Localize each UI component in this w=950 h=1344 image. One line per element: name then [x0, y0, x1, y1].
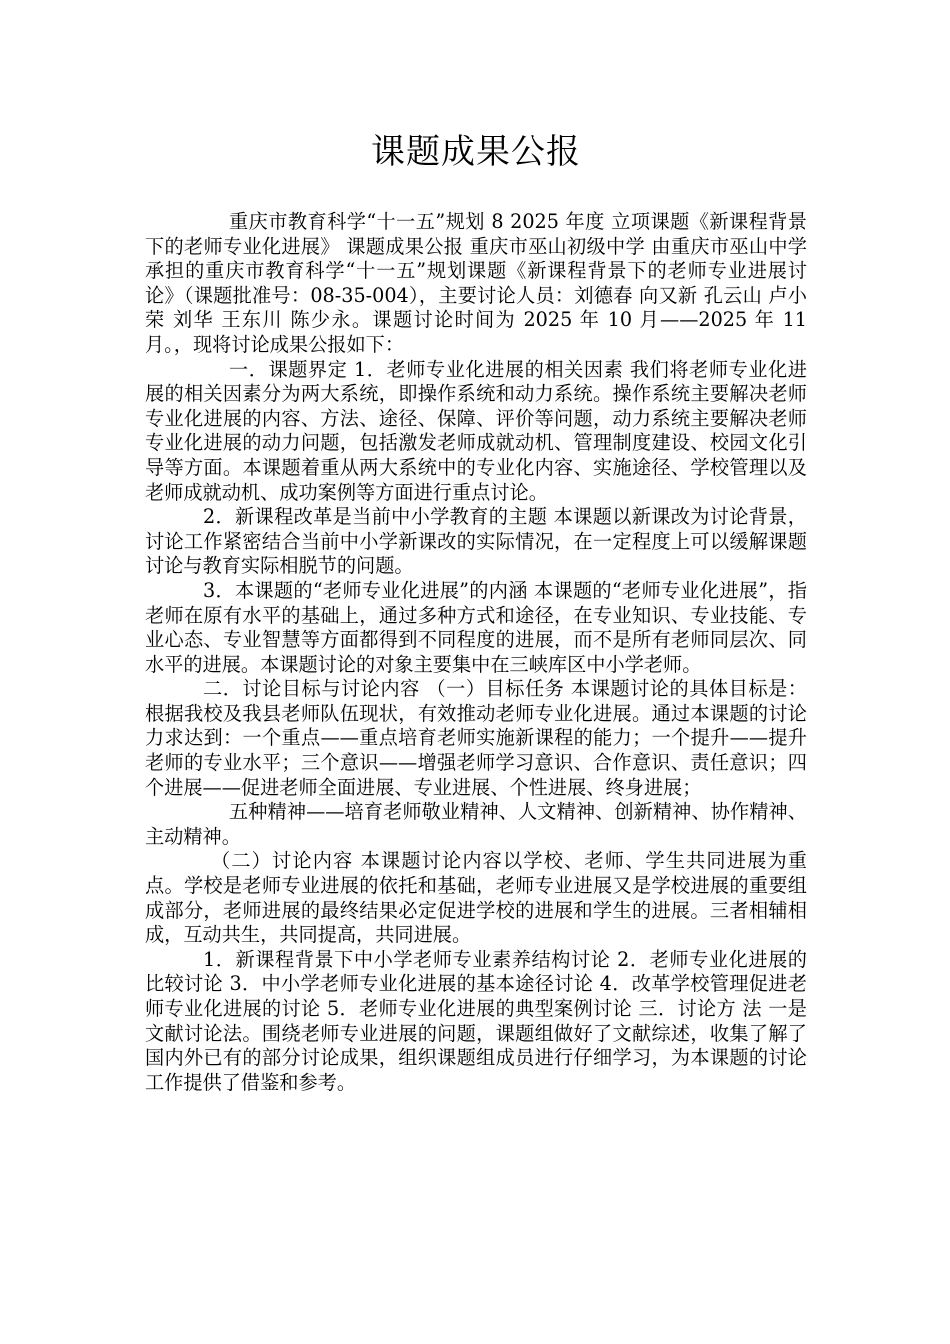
paragraph-section-2: 二．讨论目标与讨论内容 （一）目标任务 本课题讨论的具体目标是：根据我校及我县老师队伍现状，有效推动老师专业化进展。通过本课题的讨论力求达到：一个重点——重点培育老师实施新课程的能力；一个提升——提升老师的专业水平；三个意识——增强老师学习意识、合作意识、责任意识；四个进展——促进老师全面进展、专业进展、个性进展、终身进展； — [145, 677, 807, 799]
paragraph-item-2: 2．新课程改革是当前中小学教育的主题 本课题以新课改为讨论背景，讨论工作紧密结合当前中小学新课改的实际情况，在一定程度上可以缓解课题讨论与教育实际相脱节的问题。 — [145, 505, 807, 578]
paragraph-research-content: （二）讨论内容 本课题讨论内容以学校、老师、学生共同进展为重点。学校是老师专业进展的依托和基础，老师专业进展又是学校进展的重要组成部分，老师进展的最终结果必定促进学校的进展和学生的进展。三者相辅相成，互动共生，共同提高，共同进展。 — [145, 849, 807, 947]
document-page — [145, 120, 807, 1095]
paragraph-intro: 重庆市教育科学“十一五”规划 8 2025 年度 立项课题《新课程背景下的老师专业化进展》 课题成果公报 重庆市巫山初级中学 由重庆市巫山中学承担的重庆市教育科学“十一五”规划课题《新课程背景下的老师专业进展讨论》（课题批准号：08-35-004），主要讨论人员：刘德春 向又新 孔云山 卢小荣 刘华 王东川 陈少永。课题讨论时间为 2025 年 10 月——2025 年 11 月。，现将讨论成果公报如下： — [145, 210, 807, 356]
document-title: 课题成果公报 — [371, 132, 581, 172]
paragraph-five-spirits: 五种精神——培育老师敬业精神、人文精神、创新精神、协作精神、主动精神。 — [145, 800, 807, 848]
paragraph-topics-and-methods: 1．新课程背景下中小学老师专业素养结构讨论 2．老师专业化进展的比较讨论 3．中小学老师专业化进展的基本途径讨论 4．改革学校管理促进老师专业化进展的讨论 5．老师专业化进展的典型案例讨论 三．讨论方 法 一是文献讨论法。围绕老师专业进展的问题，课题组做好了文献综述，收集了解了国内外已有的部分讨论成果，组织课题组成员进行仔细学习，为本课题的讨论工作提供了借鉴和参考。 — [145, 947, 807, 1094]
paragraph-item-3: 3．本课题的“老师专业化进展”的内涵 本课题的“老师专业化进展”，指老师在原有水平的基础上，通过多种方式和途径，在专业知识、专业技能、专业心态、专业智慧等方面都得到不同程度的进展，而不是所有老师同层次、同水平的进展。本课题讨论的对象主要集中在三峡库区中小学老师。 — [145, 578, 807, 676]
paragraph-section-1: 一．课题界定 1．老师专业化进展的相关因素 我们将老师专业化进展的相关因素分为两大系统，即操作系统和动力系统。操作系统主要解决老师专业化进展的内容、方法、途径、保障、评价等问题，动力系统主要解决老师专业化进展的动力问题，包括激发老师成就动机、管理制度建设、校园文化引导等方面。本课题着重从两大系统中的专业化内容、实施途径、学校管理以及老师成就动机、成功案例等方面进行重点讨论。 — [145, 357, 807, 504]
